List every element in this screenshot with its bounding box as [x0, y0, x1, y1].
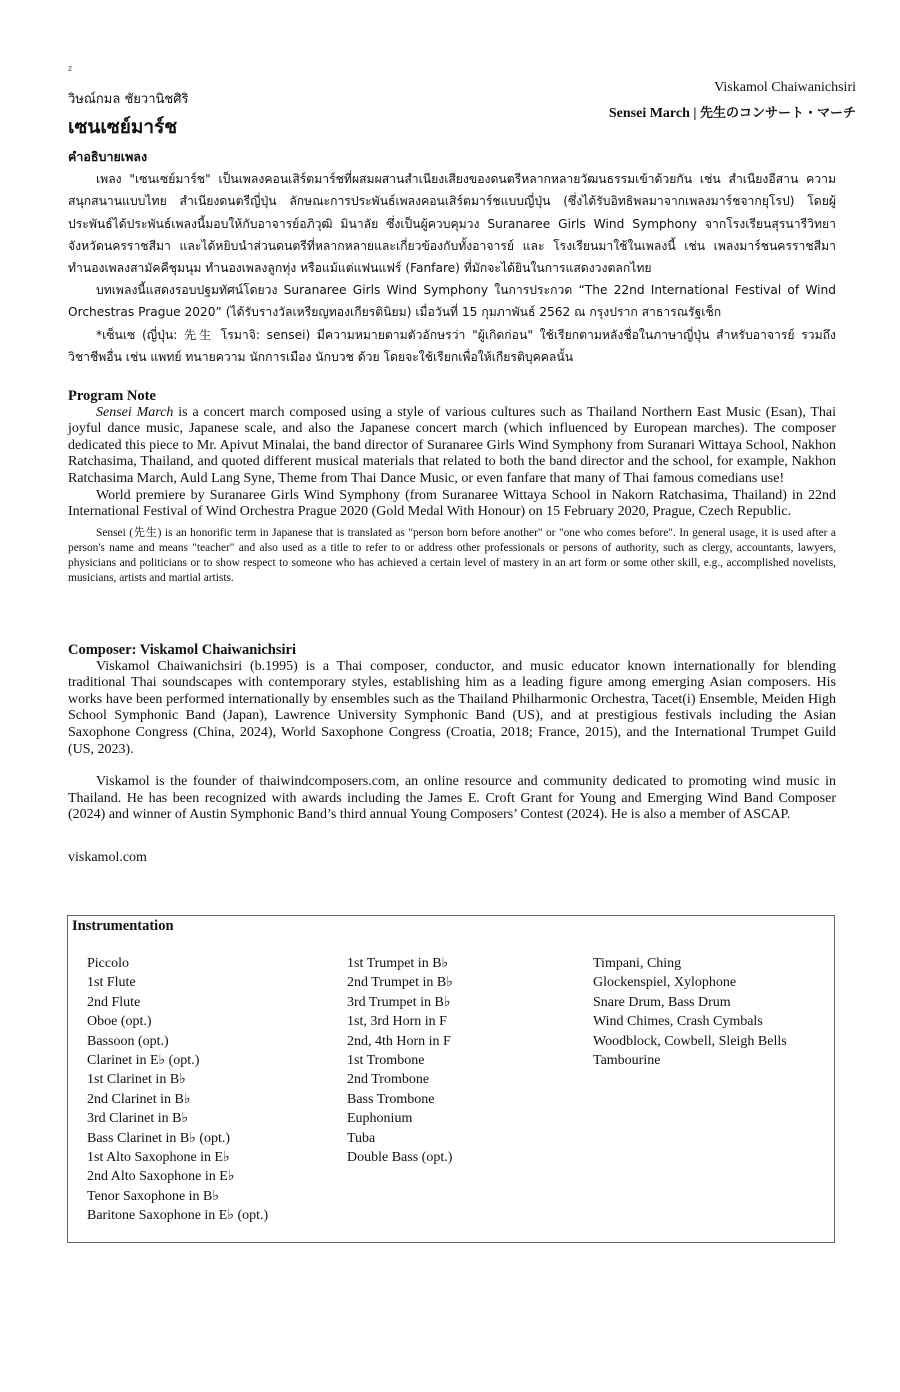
instrument-list-percussion — [593, 954, 787, 1070]
instrument-item: 2nd Trombone — [347, 1072, 430, 1088]
instrument-item: Wind Chimes, Crash Cymbals — [593, 1014, 763, 1030]
title-english: Sensei March — [608, 106, 690, 121]
thai-paragraph: บทเพลงนี้แสดงรอบปฐมทัศน์โดยวง Suranaree Girls Wind Symphony ในการประกวด “The 22nd International Festival of Wind Orchestras Prague 2020” (ได้รับรางวัลเหรียญทองเกียรตินิยม) เมื่อวันที่ 15 กุมภาพันธ์ 2562 ณ กรุงปราก สาธารณรัฐเช็ก — [68, 283, 836, 320]
instrument-item: Baritone Saxophone in E♭ (opt.) — [87, 1208, 269, 1224]
program-note-text: is a concert march composed using a style of various cultures such as Thailand Northern East Music (Esan), Thai joyful dance music, Japanese scale, and also the Japanese concert march (which influenced by European marches). The composer dedicated this piece to Mr. Apivut Minalai, the band director of Suranaree Girls Wind Symphony from Suranari Wittaya School, Nakhon Ratchasima, Thailand, and quoted different musical materials that related to both the band director and the school, for example, Nakhon Ratchasima March, Auld Lang Syne, Theme from Thai Dance Music, or even fanfare that many of Thai famous comedians use! — [68, 404, 836, 486]
instrument-item: Tuba — [347, 1130, 376, 1146]
piece-title — [609, 102, 856, 122]
instrument-item: 3rd Clarinet in B♭ — [87, 1111, 189, 1127]
instrument-item: 1st Trumpet in B♭ — [347, 956, 449, 971]
instrument-item: 1st Alto Saxophone in E♭ — [87, 1149, 230, 1165]
composer-bio-heading: Composer: Viskamol Chaiwanichsiri — [68, 642, 296, 658]
instrument-item: 1st Flute — [87, 975, 136, 991]
instrument-item: Bassoon (opt.) — [87, 1033, 169, 1049]
instrument-item: Clarinet in E♭ (opt.) — [87, 1052, 200, 1068]
instrument-item: Bass Clarinet in B♭ (opt.) — [87, 1130, 231, 1146]
instrument-item: 2nd Clarinet in B♭ — [87, 1091, 191, 1107]
instrumentation-heading: Instrumentation — [72, 918, 174, 934]
instrument-item: 2nd Flute — [87, 994, 141, 1010]
composer-name: Viskamol Chaiwanichsiri — [714, 80, 856, 95]
program-note-heading: Program Note — [68, 388, 156, 404]
instrument-item: Oboe (opt.) — [87, 1014, 152, 1030]
instrument-item: Snare Drum, Bass Drum — [593, 994, 731, 1010]
title-japanese: 先生のコンサート・マーチ — [699, 106, 856, 121]
instrument-list-woodwinds — [87, 954, 268, 1225]
thai-paragraph: เพลง "เซนเซย์มาร์ช" เป็นเพลงคอนเสิร์ตมาร์ชที่ผสมผสานสำเนียงเสียงของดนตรีหลากหลายวัฒนธรรมเข้าด้วยกัน เช่น สำเนียงอีสาน ความสนุกสนานแบบไทย สำเนียงดนตรีญี่ปุ่น ลักษณะการประพันธ์เพลงคอนเสิร์ตมาร์ชแบบญี่ปุ่น (ซึ่งได้รับอิทธิพลมาจากเพลงมาร์ชจากยุโรป) โดยผู้ประพันธ์ได้ประพันธ์เพลงนี้มอบให้กับอาจารย์อภิวุฒิ มินาลัย ซึ่งเป็นผู้ควบคุมวง Suranaree Girls Wind Symphony จากโรงเรียนสุรนารีวิทยา จังหวัดนครราชสีมา และได้หยิบนำส่วนดนตรีที่หลากหลายและเกี่ยวข้องกับทั้งอาจารย์ และ โรงเรียนมาใช้ในเพลงนี้ เช่น เพลงมาร์ชนครราชสีมา ทำนองเพลงสามัคคีชุมนุม ทำนองเพลงลูกทุ่ง หรือแม้แต่แฟนแฟร์ (Fanfare) ที่มักจะได้ยินในการแสดงวงตลกไทย — [68, 172, 836, 276]
instrument-item: Timpani, Ching — [593, 956, 682, 971]
work-title: Sensei March — [96, 404, 174, 420]
composer-website: viskamol.com — [68, 850, 147, 865]
instrument-item: 1st Clarinet in B♭ — [87, 1072, 186, 1088]
title-separator: | — [693, 106, 697, 121]
thai-piece-title: เซนเซย์มาร์ช — [68, 116, 178, 138]
thai-paragraph: *เซ็นเซ (ญี่ปุ่น: 先生 โรมาจิ: sensei) มีความหมายตามตัวอักษรว่า "ผู้เกิดก่อน" ใช้เรียกตามหลังชื่อในภาษาญี่ปุ่น สำหรับอาจารย์ รวมถึงวิชาชีพอื่น เช่น แพทย์ ทนายความ นักการเมือง นักบวช ด้วย โดยจะใช้เรียกเพื่อให้เกียรติบุคคลนั้น — [68, 327, 836, 364]
instrument-item: Euphonium — [347, 1111, 413, 1127]
instrument-item: Tenor Saxophone in B♭ — [87, 1188, 219, 1204]
instrument-item: 3rd Trumpet in B♭ — [347, 994, 451, 1010]
instrument-item: Woodblock, Cowbell, Sleigh Bells — [593, 1033, 787, 1049]
instrument-item: Bass Trombone — [347, 1091, 435, 1107]
thai-composer-name: วิษณ์กมล ชัยวานิชศิริ — [68, 92, 189, 107]
composer-bio-section — [68, 642, 836, 824]
bio-paragraph: Viskamol Chaiwanichsiri (b.1995) is a Thai composer, conductor, and music educator known internationally for blending traditional Thai soundscapes with contemporary styles, establishing him as a leading figure among emerging Asian composers. His works have been performed internationally by ensembles such as the Thailand Philharmonic Orchestra, Tacet(i) Ensemble, Meiden High School Symphonic Band (Japan), Lawrence University Symphonic Band (US), and at prestigious festivals including the Asian Saxophone Congress (China, 2024), World Saxophone Congress (Croatia, 2018; France, 2015), and the International Trumpet Guild (US, 2023). — [68, 658, 836, 757]
instrumentation-box — [67, 915, 835, 1243]
instrument-item: 2nd Trumpet in B♭ — [347, 975, 453, 991]
page-number: 2 — [68, 66, 72, 73]
bio-paragraph: Viskamol is the founder of thaiwindcomposers.com, an online resource and community dedicated to promoting wind music in Thailand. He has been recognized with awards including the James E. Croft Grant for Young and Emerging Wind Band Composer (2024) and winner of Austin Symphonic Band’s third annual Young Composers’ Contest (2024). He is also a member of ASCAP. — [68, 774, 836, 823]
instrument-list-brass — [347, 954, 453, 1167]
instrument-item: Double Bass (opt.) — [347, 1149, 453, 1165]
instrument-item: 2nd, 4th Horn in F — [347, 1033, 451, 1049]
instrument-item: Tambourine — [593, 1052, 661, 1068]
premiere-paragraph: World premiere by Suranaree Girls Wind Symphony (from Suranaree Wittaya School in Nakorn Ratchasima, Thailand) in 22nd International Festival of Wind Orchestra Prague 2020 (Gold Medal With Honour) on 15 February 2020, Prague, Czech Republic. — [68, 487, 836, 520]
instrument-item: Piccolo — [87, 956, 129, 971]
instrument-item: 1st Trombone — [347, 1052, 425, 1068]
thai-note-heading: คำอธิบายเพลง — [68, 149, 148, 164]
sensei-footnote: Sensei (先生) is an honorific term in Japanese that is translated as "person born before another" or "one who comes before". In general usage, it is used after a person's name and means "teacher" and also used as a title to refer to or address other professionals or persons of authority, such as clergy, accountants, lawyers, physicians and politicians or to show respect to someone who has achieved a certain level of mastery in an art form or some other skill, e.g., accomplished novelists, musicians, artists and martial artists. — [68, 526, 836, 585]
program-note-section — [68, 388, 836, 587]
instrument-item: 1st, 3rd Horn in F — [347, 1014, 447, 1030]
program-note-paragraph — [68, 405, 836, 488]
instrument-item: Glockenspiel, Xylophone — [593, 975, 737, 991]
instrument-item: 2nd Alto Saxophone in E♭ — [87, 1169, 235, 1185]
thai-program-note — [68, 146, 836, 368]
